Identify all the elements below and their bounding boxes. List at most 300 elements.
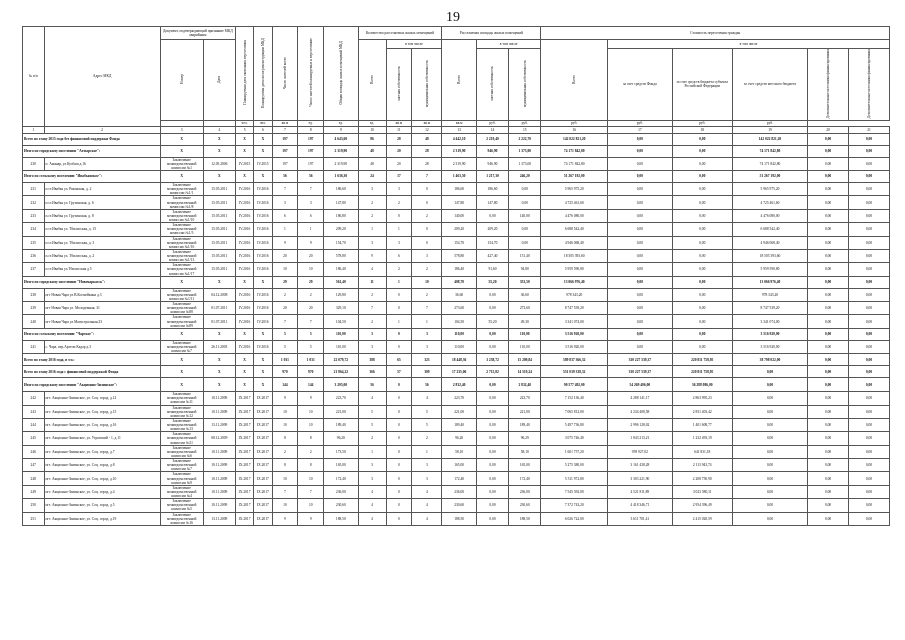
cell: Заключение межведомственной комиссии №5: [160, 499, 203, 512]
cell: 0,00: [672, 340, 732, 353]
cell: 0,00: [509, 236, 541, 249]
cell: 0,00: [808, 236, 849, 249]
cell: 1 232 493,19: [672, 432, 732, 445]
cell: 2 415 020,59: [672, 512, 732, 525]
cell: 4: [412, 485, 442, 498]
cell: 20: [386, 145, 412, 157]
cell: 1 031: [272, 354, 298, 366]
cell: 0,00: [476, 209, 508, 222]
summary-row: [23, 276, 890, 288]
cell: IX.2017: [254, 432, 272, 445]
cell: 0,00: [672, 249, 732, 262]
column-number: 9: [324, 126, 358, 133]
header-area-total-col: Всего: [457, 74, 462, 84]
cell: 48: [412, 133, 442, 145]
summary-label: Итого по городскому поселению "Новочаркасск":: [23, 276, 161, 288]
cell: 0,00: [848, 445, 889, 458]
cell: 0,00: [608, 302, 673, 315]
cell: 57: [386, 366, 412, 378]
cell: 7: [358, 302, 386, 315]
cell: 144: [272, 378, 298, 392]
cell: 309: [412, 366, 442, 378]
cell: 0,00: [608, 249, 673, 262]
cell: X: [254, 366, 272, 378]
cell: 223,70: [509, 392, 541, 405]
cell: 2: [386, 263, 412, 276]
cell: 165,00: [324, 459, 358, 472]
cell: 0,00: [808, 459, 849, 472]
cell: 0,00: [808, 263, 849, 276]
cell: 104,50: [324, 315, 358, 328]
cell: 2: [412, 209, 442, 222]
cell: 0,00: [732, 485, 807, 498]
cell: 0,00: [608, 328, 673, 340]
cell: X: [160, 145, 203, 157]
cell: 10.11.2009: [203, 392, 235, 405]
summary-row: [23, 366, 890, 378]
header-area-incl: в том числе: [476, 40, 541, 49]
table-row: [23, 315, 890, 328]
table-row: [23, 392, 890, 405]
cell: X: [160, 133, 203, 145]
cell: 0: [386, 392, 412, 405]
cell: 17: [386, 171, 412, 183]
cell: 188,50: [509, 512, 541, 525]
cell: 0,00: [848, 354, 889, 366]
cell: 18 448,36: [442, 354, 476, 366]
cell: 08.12.2009: [203, 432, 235, 445]
cell: 0,00: [848, 328, 889, 340]
cell: 0: [386, 485, 412, 498]
header-count-incl: в том числе: [386, 40, 442, 49]
cell: IX.2017: [235, 472, 253, 485]
cell: 140,00: [509, 209, 541, 222]
cell: IX.2017: [254, 445, 272, 458]
cell: 220 811 758,95: [672, 366, 732, 378]
cell: 0,00: [808, 432, 849, 445]
table-row: [23, 249, 890, 262]
cell: Заключение межведомственной комиссии №1/11: [160, 288, 203, 301]
cell: 0,00: [732, 366, 807, 378]
cell: 1 636,30: [324, 171, 358, 183]
cell: 1 401 608,77: [672, 418, 732, 431]
cell: 15.05.2011: [203, 249, 235, 262]
cell: IX.2017: [235, 418, 253, 431]
cell: 1: [386, 276, 412, 288]
cell: IX.2017: [235, 459, 253, 472]
cell: 7 152 136,40: [541, 392, 608, 405]
cell: 0,00: [672, 196, 732, 209]
cell: 0,00: [608, 209, 673, 222]
cell: 186,60: [442, 183, 476, 196]
row-address: с. Чара, пер.Артели Кадар д.3: [44, 340, 160, 353]
cell: Заключение межведомственной комиссии №31: [160, 432, 203, 445]
table-row: [23, 263, 890, 276]
cell: 0,00: [808, 472, 849, 485]
cell: 236,00: [324, 485, 358, 498]
column-number: 21: [848, 126, 889, 133]
cell: 3 516 920,00: [732, 328, 807, 340]
cell: X: [254, 276, 272, 288]
cell: 3 516 920,00: [732, 340, 807, 353]
cell: X: [254, 378, 272, 392]
cell: 209,20: [442, 223, 476, 236]
cell: 22 079,72: [324, 354, 358, 366]
cell: 4 725 461,60: [732, 196, 807, 209]
cell: 2: [386, 196, 412, 209]
cell: X: [235, 354, 253, 366]
cell: IX.2017: [235, 512, 253, 525]
cell: IV.2016: [254, 340, 272, 353]
cell: 2: [358, 288, 386, 301]
cell: 96,29: [509, 432, 541, 445]
cell: 3: [412, 340, 442, 353]
cell: 0: [386, 445, 412, 458]
cell: IV.2016: [254, 302, 272, 315]
cell: 6: [272, 209, 298, 222]
cell: 1 031: [298, 354, 324, 366]
row-number: 230: [23, 157, 45, 170]
cell: 51 267 192,00: [541, 171, 608, 183]
row-address: п.ст.Ивабья ул. Грузинская, д. 6: [44, 196, 160, 209]
row-address: п.ст.Ивабья ул. Тбилисская, д. 2: [44, 249, 160, 262]
cell: 3: [412, 459, 442, 472]
cell: 186,80: [324, 209, 358, 222]
table-row: [23, 485, 890, 498]
cell: 0,00: [808, 249, 849, 262]
cell: 1 843 213,21: [608, 432, 673, 445]
row-address: п.ст.Ивабья ул. Тбилисская, д. 3: [44, 236, 160, 249]
row-number: 236: [23, 249, 45, 262]
row-number: 234: [23, 223, 45, 236]
cell: 2 319,90: [324, 157, 358, 170]
cell: 10.11.2009: [203, 405, 235, 418]
table-row: [23, 340, 890, 353]
cell: 140,00: [442, 209, 476, 222]
cell: 330 227 539,37: [608, 366, 673, 378]
header-residents-plan: Число жителей планируемых к переселению: [308, 38, 313, 108]
row-number: 247: [23, 459, 45, 472]
cell: 94,80: [509, 263, 541, 276]
cell: IV.2016: [235, 288, 253, 301]
summary-row: [23, 378, 890, 392]
cell: 2: [272, 445, 298, 458]
unit-rub-5: руб.: [672, 120, 732, 126]
cell: 551 039 338,32: [541, 366, 608, 378]
row-address: п. Аманар, ул.Кузбаш д.16: [44, 157, 160, 170]
cell: 0,00: [732, 512, 807, 525]
cell: 0: [386, 340, 412, 353]
cell: 7: [412, 171, 442, 183]
cell: Заключение межведомственной комиссии №12: [160, 405, 203, 418]
cell: 4 643,60: [324, 133, 358, 145]
cell: 0,00: [608, 145, 673, 157]
cell: 0,00: [672, 276, 732, 288]
cell: 4: [412, 499, 442, 512]
cell: 1: [386, 223, 412, 236]
cell: Заключение межведомственной комиссии №7: [160, 459, 203, 472]
cell: 10: [298, 418, 324, 431]
column-number: 10: [358, 126, 386, 133]
cell: 329,10: [324, 302, 358, 315]
cell: 4: [358, 485, 386, 498]
cell: 0: [386, 512, 412, 525]
cell: 0,00: [808, 392, 849, 405]
cell: 48: [358, 145, 386, 157]
row-number: 233: [23, 209, 45, 222]
cell: 2 954 396,49: [672, 499, 732, 512]
cell: IX.2017: [254, 499, 272, 512]
cell: 0: [412, 223, 442, 236]
cell: 0,00: [848, 276, 889, 288]
unit-rub-2: руб.: [509, 120, 541, 126]
cell: 10: [272, 418, 298, 431]
cell: 5: [412, 418, 442, 431]
cell: 8 747 539,20: [541, 302, 608, 315]
summary-label: Итого по городскому поселению "Ахтырское":: [23, 145, 161, 157]
cell: 2 831 403,42: [672, 405, 732, 418]
cell: 0,00: [808, 196, 849, 209]
cell: 0,00: [509, 223, 541, 236]
cell: Заключение межведомственной комиссии №1/3: [160, 223, 203, 236]
cell: 3: [298, 196, 324, 209]
cell: 2 832,40: [509, 378, 541, 392]
cell: 2 715,82: [476, 366, 508, 378]
cell: Заключение межведомственной комиссии №1/8: [160, 196, 203, 209]
cell: 946,90: [476, 145, 508, 157]
cell: 9: [298, 512, 324, 525]
cell: X: [203, 133, 235, 145]
row-number: 240: [23, 315, 45, 328]
cell: 36 288 086,00: [672, 378, 732, 392]
cell: IX.2017: [254, 459, 272, 472]
cell: 970: [298, 366, 324, 378]
cell: 4: [358, 512, 386, 525]
cell: 2 319,90: [324, 145, 358, 157]
cell: 0,00: [808, 405, 849, 418]
cell: 55,20: [476, 315, 508, 328]
cell: 0,00: [608, 288, 673, 301]
register-table: [22, 26, 890, 526]
cell: 10.11.2009: [203, 485, 235, 498]
cell: 5: [412, 405, 442, 418]
cell: 0,00: [672, 183, 732, 196]
cell: 230,60: [509, 499, 541, 512]
page-number: 19: [446, 10, 460, 25]
cell: Заключение межведомственной комиссии №89: [160, 315, 203, 328]
cell: 12.05.2006: [203, 157, 235, 170]
unit-person-2: чел.: [254, 120, 272, 126]
cell: X: [235, 378, 253, 392]
cell: 38 798 022,00: [732, 354, 807, 366]
cell: IV.2016: [235, 315, 253, 328]
cell: 0,00: [848, 302, 889, 315]
cell: 0,00: [848, 392, 889, 405]
header-budget-subject: за счет средств бюджета субъекта Российской Федерации: [672, 49, 732, 121]
table-row: [23, 196, 890, 209]
cell: 0,00: [476, 472, 508, 485]
unit-person-1: чел.: [235, 120, 253, 126]
cell: 197: [272, 145, 298, 157]
cell: 0,00: [848, 432, 889, 445]
cell: 0,00: [808, 499, 849, 512]
cell: IV.2016: [254, 288, 272, 301]
cell: IV.2016: [235, 209, 253, 222]
cell: IX.2017: [235, 485, 253, 498]
cell: 144: [298, 378, 324, 392]
cell: 1: [412, 445, 442, 458]
cell: 54 269 406,00: [608, 378, 673, 392]
table-row: [23, 418, 890, 431]
cell: 0,00: [732, 378, 807, 392]
cell: 0,00: [848, 288, 889, 301]
cell: IX.2017: [254, 392, 272, 405]
cell: 189,40: [442, 418, 476, 431]
cell: 188,50: [324, 512, 358, 525]
cell: 186,60: [476, 183, 508, 196]
cell: 151,40: [509, 249, 541, 262]
cell: 0,00: [848, 223, 889, 236]
cell: 0,00: [848, 183, 889, 196]
row-number: 237: [23, 263, 45, 276]
cell: IX.2017: [235, 432, 253, 445]
cell: IV.2015: [254, 157, 272, 170]
cell: 0,00: [509, 196, 541, 209]
summary-row: [23, 354, 890, 366]
row-address: пгт Новая Чара ул.В.Космейкина д.3: [44, 288, 160, 301]
cell: 1: [386, 315, 412, 328]
cell: 2: [298, 445, 324, 458]
cell: X: [160, 378, 203, 392]
cell: 0,00: [672, 209, 732, 222]
unit-rub-3: руб.: [541, 120, 608, 126]
cell: 0,00: [509, 183, 541, 196]
cell: 2 319,90: [442, 145, 476, 157]
cell: 0,00: [848, 405, 889, 418]
unit-sqm-1: кв.м: [272, 120, 298, 126]
summary-label: Итого по сельскому поселению "Чарское":: [23, 328, 161, 340]
cell: 24: [358, 171, 386, 183]
cell: 5 511 972,80: [541, 472, 608, 485]
cell: 197: [272, 133, 298, 145]
cell: 1 217,30: [476, 171, 508, 183]
cell: 0,00: [848, 340, 889, 353]
cell: 129,80: [324, 288, 358, 301]
cell: 4: [412, 512, 442, 525]
cell: 0,00: [848, 236, 889, 249]
cell: 0,00: [808, 315, 849, 328]
table-header: [23, 27, 890, 134]
cell: 0,00: [608, 133, 673, 145]
cell: 3: [386, 183, 412, 196]
cell: X: [160, 171, 203, 183]
cell: 3 023 580,11: [672, 485, 732, 498]
cell: 0,00: [672, 236, 732, 249]
header-area-private: частная собственность: [490, 66, 495, 102]
cell: 3: [358, 459, 386, 472]
cell: Заключение межведомственной комиссии №11: [160, 392, 203, 405]
cell: 58,10: [509, 445, 541, 458]
cell: 0,00: [808, 171, 849, 183]
column-number: 3: [160, 126, 203, 133]
cell: 2: [412, 288, 442, 301]
cell: IV.2016: [235, 236, 253, 249]
cell: 26.11.2003: [203, 340, 235, 353]
cell: 0,00: [732, 405, 807, 418]
cell: 0,00: [672, 315, 732, 328]
table-row: [23, 405, 890, 418]
cell: IV.2016: [254, 183, 272, 196]
cell: 18 505 393,60: [732, 249, 807, 262]
cell: 0,00: [672, 263, 732, 276]
row-number: 239: [23, 302, 45, 315]
cell: 110,00: [324, 340, 358, 353]
cell: X: [235, 133, 253, 145]
cell: 273,60: [509, 302, 541, 315]
cell: 2: [358, 315, 386, 328]
cell: 20: [272, 302, 298, 315]
cell: 13.11.2009: [203, 418, 235, 431]
cell: 29: [272, 276, 298, 288]
cell: 2: [412, 432, 442, 445]
summary-row: [23, 328, 890, 340]
cell: 0: [386, 209, 412, 222]
cell: 110,00: [509, 340, 541, 353]
row-address: пгт. Акционно-Зилинское, ул. Соц. город, д.7: [44, 445, 160, 458]
cell: 0,00: [808, 157, 849, 170]
cell: 36,60: [509, 288, 541, 301]
cell: 978 343,20: [541, 288, 608, 301]
cell: 10: [412, 276, 442, 288]
cell: 20: [386, 157, 412, 170]
cell: 3 075 746,40: [541, 432, 608, 445]
table-row: [23, 157, 890, 170]
cell: 3: [412, 249, 442, 262]
cell: 5: [358, 405, 386, 418]
cell: 0,00: [848, 145, 889, 157]
cell: 7 372 743,20: [541, 499, 608, 512]
cell: 0,00: [848, 378, 889, 392]
cell: 58,10: [442, 445, 476, 458]
cell: 186,60: [324, 183, 358, 196]
cell: 0,00: [476, 392, 508, 405]
cell: 273,60: [442, 302, 476, 315]
cell: 189,40: [324, 418, 358, 431]
header-no: № п/п: [23, 27, 45, 127]
cell: 96,20: [324, 432, 358, 445]
cell: 0,00: [672, 223, 732, 236]
cell: 7: [298, 183, 324, 196]
cell: 3: [358, 472, 386, 485]
cell: X: [160, 276, 203, 288]
summary-label: Всего по этапу 2016 года с финансовой поддержкой Фонда: [23, 366, 161, 378]
cell: 4 442,10: [442, 133, 476, 145]
cell: 2 863 995,23: [672, 392, 732, 405]
cell: 0,00: [732, 459, 807, 472]
cell: 154,70: [442, 236, 476, 249]
cell: 5: [358, 418, 386, 431]
cell: 10: [272, 405, 298, 418]
column-number: 18: [672, 126, 732, 133]
cell: 0: [412, 183, 442, 196]
unit-sqm-4: кв.м: [442, 120, 476, 126]
cell: 2 996 128,02: [608, 418, 673, 431]
cell: Заключение межведомственной комиссии №6: [160, 445, 203, 458]
cell: 0,00: [476, 499, 508, 512]
cell: 0: [386, 472, 412, 485]
header-count-total: Всего: [369, 74, 374, 84]
cell: 3: [412, 472, 442, 485]
